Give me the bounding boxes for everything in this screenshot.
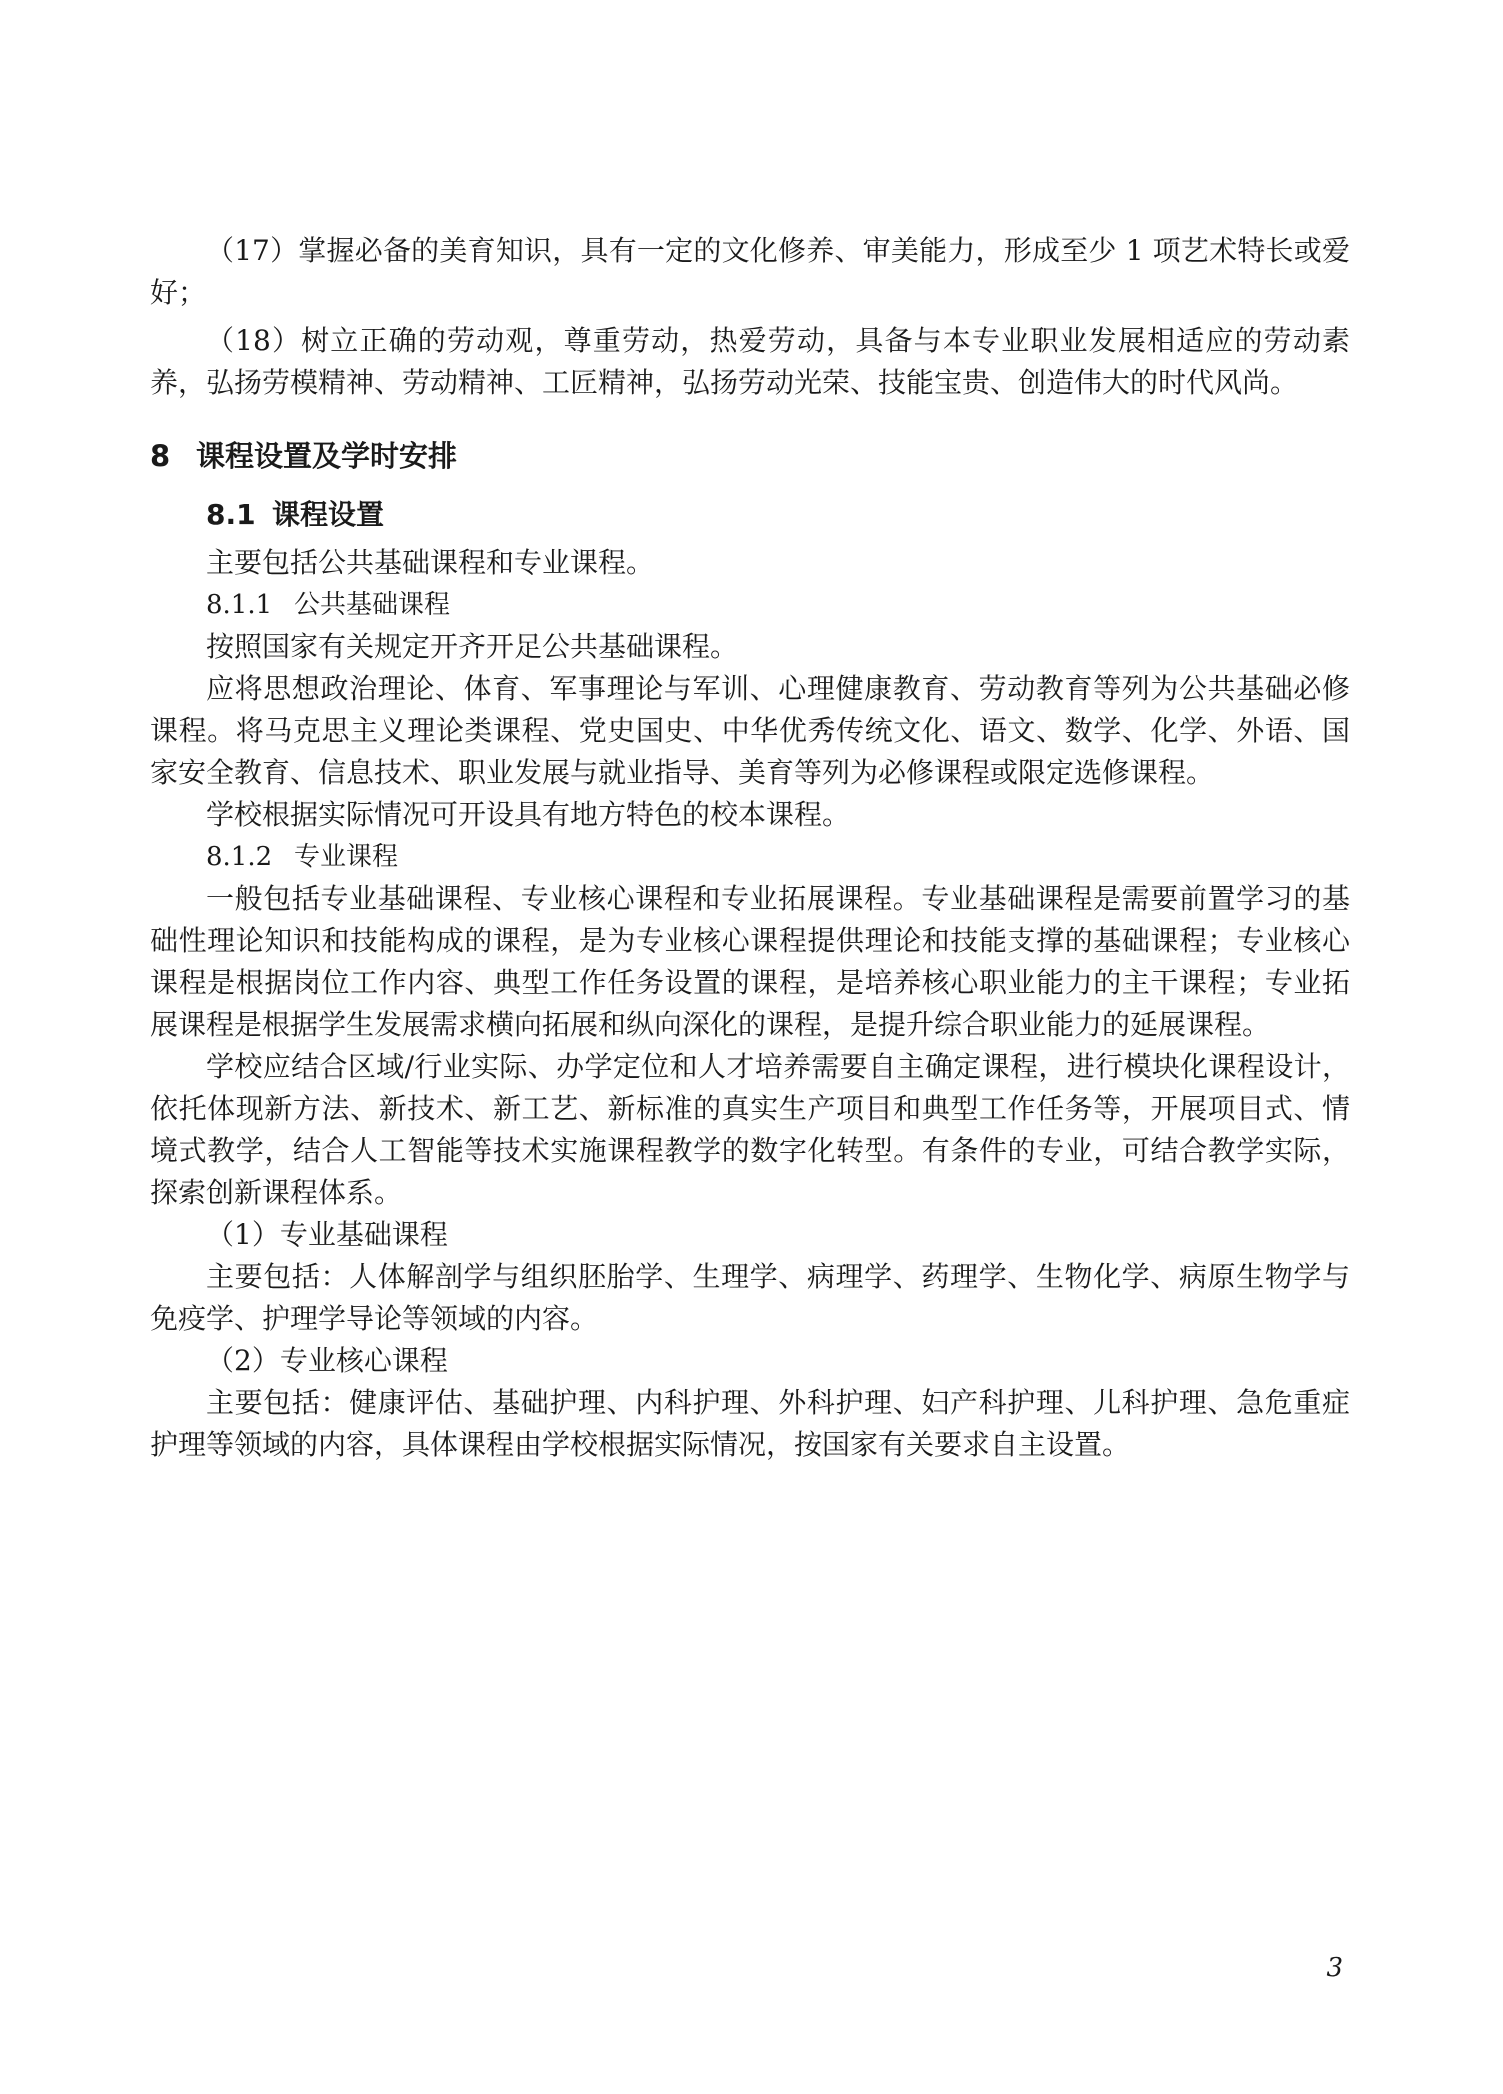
section-8-1-2-paragraph-1: 一般包括专业基础课程、专业核心课程和专业拓展课程。专业基础课程是需要前置学习的基础性理论知识和技能构成的课程，是为专业核心课程提供理论和技能支撑的基础课程；专业核心课程是根据岗位工作内容、典型工作任务设置的课程，是培养核心职业能力的主干课程；专业拓展课程是根据学生发展需求横向拓展和纵向深化的课程，是提升综合职业能力的延展课程。	[150, 882, 1350, 1041]
paragraph-item-18: （18）树立正确的劳动观，尊重劳动，热爱劳动，具备与本专业职业发展相适应的劳动素养，弘扬劳模精神、劳动精神、工匠精神，弘扬劳动光荣、技能宝贵、创造伟大的时代风尚。	[150, 324, 1350, 399]
section-8-1-1-title: 公共基础课程	[294, 590, 451, 620]
section-8-1-2-title: 专业课程	[294, 842, 399, 872]
professional-core-courses-label: （2）专业核心课程	[206, 1344, 448, 1377]
section-8-1-heading	[206, 494, 1350, 536]
section-8-1-1-paragraph-3: 学校根据实际情况可开设具有地方特色的校本课程。	[206, 798, 851, 831]
section-8-heading	[150, 436, 1350, 476]
page-body	[150, 230, 1350, 1466]
section-8-1-title: 课程设置	[272, 498, 385, 531]
section-8-1-number: 8.1	[206, 498, 256, 531]
section-8-number: 8	[150, 439, 171, 473]
professional-basic-courses-label: （1）专业基础课程	[206, 1218, 448, 1251]
section-8-1-2-paragraph-2: 学校应结合区域/行业实际、办学定位和人才培养需要自主确定课程，进行模块化课程设计，依托体现新方法、新技术、新工艺、新标准的真实生产项目和典型工作任务等，开展项目式、情境式教学，结合人工智能等技术实施课程教学的数字化转型。有条件的专业，可结合教学实际，探索创新课程体系。	[150, 1050, 1350, 1209]
section-8-1-intro: 主要包括公共基础课程和专业课程。	[206, 546, 655, 579]
paragraph-item-17: （17）掌握必备的美育知识，具有一定的文化修养、审美能力，形成至少 1 项艺术特长或爱好；	[150, 234, 1350, 309]
section-8-1-1-number: 8.1.1	[206, 590, 273, 620]
professional-basic-courses-text: 主要包括：人体解剖学与组织胚胎学、生理学、病理学、药理学、生物化学、病原生物学与免疫学、护理学导论等领域的内容。	[150, 1260, 1350, 1335]
section-8-title: 课程设置及学时安排	[196, 439, 458, 473]
professional-core-courses-text: 主要包括：健康评估、基础护理、内科护理、外科护理、妇产科护理、儿科护理、急危重症护理等领域的内容，具体课程由学校根据实际情况，按国家有关要求自主设置。	[150, 1386, 1350, 1461]
section-8-1-2-heading	[206, 836, 1350, 878]
section-8-1-2-number: 8.1.2	[206, 842, 273, 872]
section-8-1-1-paragraph-2: 应将思想政治理论、体育、军事理论与军训、心理健康教育、劳动教育等列为公共基础必修课程。将马克思主义理论类课程、党史国史、中华优秀传统文化、语文、数学、化学、外语、国家安全教育、信息技术、职业发展与就业指导、美育等列为必修课程或限定选修课程。	[150, 672, 1350, 789]
page-number: 3	[1326, 1953, 1343, 1983]
section-8-1-1-heading	[206, 584, 1350, 626]
section-8-1-1-paragraph-1: 按照国家有关规定开齐开足公共基础课程。	[206, 630, 739, 663]
